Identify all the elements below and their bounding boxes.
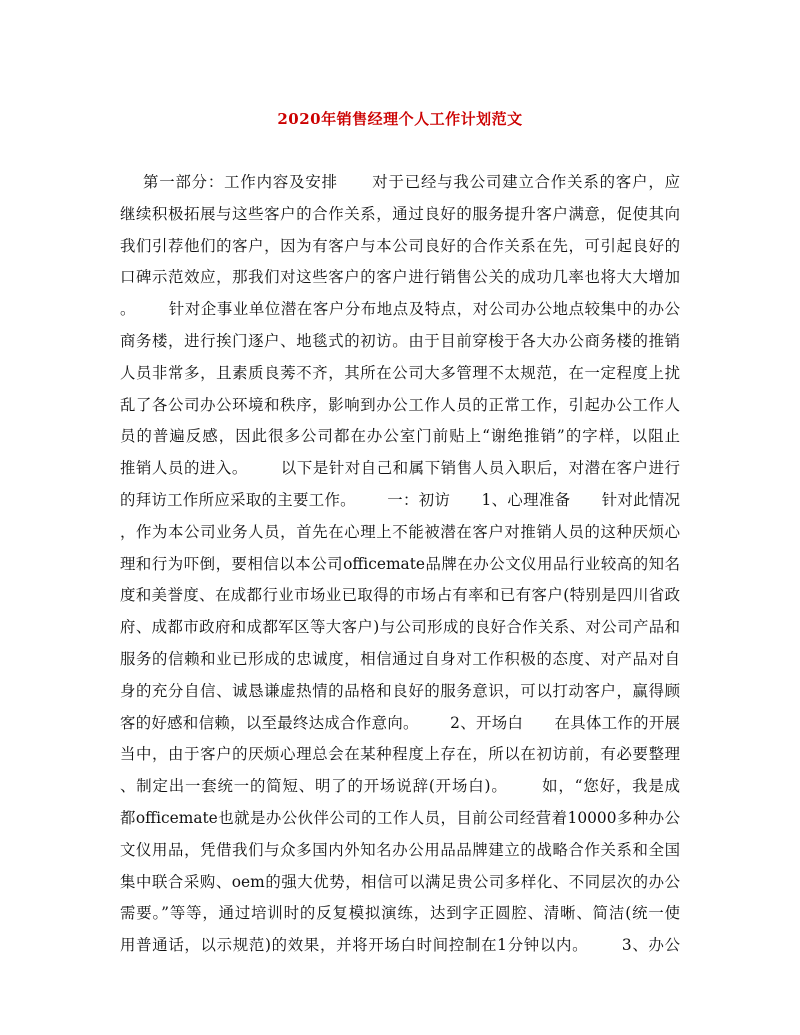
text-line: 文仪用品，凭借我们与众多国内外知名办公用品品牌建立的战略合作关系和全国 — [120, 840, 680, 859]
text-line: 。 针对企事业单位潜在客户分布地点及特点，对公司办公地点较集中的办公 — [120, 300, 680, 319]
text-line: 服务的信赖和业已形成的忠诚度，相信通过自身对工作积极的态度、对产品对自 — [120, 649, 680, 668]
text-line: 集中联合采购、oem的强大优势，相信可以满足贵公司多样化、不同层次的办公 — [120, 872, 680, 891]
text-line: 、制定出一套统一的简短、明了的开场说辞(开场白)。 如，“您好，我是成 — [120, 777, 680, 796]
text-line: ，作为本公司业务人员，首先在心理上不能被潜在客户对推销人员的这种厌烦心 — [120, 522, 680, 541]
text-line: 的拜访工作所应采取的主要工作。 一：初访 1、心理准备 针对此情况 — [120, 490, 680, 509]
text-line: 口碑示范效应，那我们对这些客户的客户进行销售公关的成功几率也将大大增加 — [120, 268, 680, 287]
text-line: 商务楼，进行挨门逐户、地毯式的初访。由于目前穿梭于各大办公商务楼的推销 — [120, 331, 680, 350]
text-line: 第一部分：工作内容及安排 对于已经与我公司建立合作关系的客户，应 — [120, 173, 680, 191]
text-line: 度和美誉度、在成都行业市场业已取得的市场占有率和已有客户(特别是四川省政 — [120, 586, 680, 605]
text-line: 人员非常多，且素质良莠不齐，其所在公司大多管理不太规范，在一定程度上扰 — [120, 363, 680, 382]
text-line: 身的充分自信、诚恳谦虚热情的品格和良好的服务意识，可以打动客户，赢得顾 — [120, 681, 680, 700]
text-line: 当中，由于客户的厌烦心理总会在某种程度上存在，所以在初访前，有必要整理 — [120, 745, 680, 764]
text-line: 员的普遍反感，因此很多公司都在办公室门前贴上“谢绝推销”的字样，以阻止 — [120, 427, 680, 446]
text-line: 都officemate也就是办公伙伴公司的工作人员，目前公司经营着10000多种办公 — [120, 808, 680, 827]
text-line: 用普通话，以示规范)的效果，并将开场白时间控制在1分钟以内。 3、办公 — [120, 936, 680, 955]
text-line: 我们引荐他们的客户，因为有客户与本公司良好的合作关系在先，可引起良好的 — [120, 236, 680, 255]
text-line: 需要。”等等，通过培训时的反复模拟演练，达到字正圆腔、清晰、简洁(统一使 — [120, 904, 680, 923]
text-line: 客的好感和信赖，以至最终达成合作意向。 2、开场白 在具体工作的开展 — [120, 713, 680, 732]
text-line: 乱了各公司办公环境和秩序，影响到办公工作人员的正常工作，引起办公工作人 — [120, 395, 680, 414]
document-body — [120, 167, 680, 962]
text-line: 推销人员的进入。 以下是针对自己和属下销售人员入职后，对潜在客户进行 — [120, 459, 680, 478]
text-line: 理和行为吓倒，要相信以本公司officemate品牌在办公文仪用品行业较高的知名 — [120, 554, 680, 573]
document-title: 2020年销售经理个人工作计划范文 — [277, 110, 523, 128]
text-line: 府、成都市政府和成都军区等大客户)与公司形成的良好合作关系、对公司产品和 — [120, 618, 680, 637]
text-line: 继续积极拓展与这些客户的合作关系，通过良好的服务提升客户满意，促使其向 — [120, 204, 680, 223]
